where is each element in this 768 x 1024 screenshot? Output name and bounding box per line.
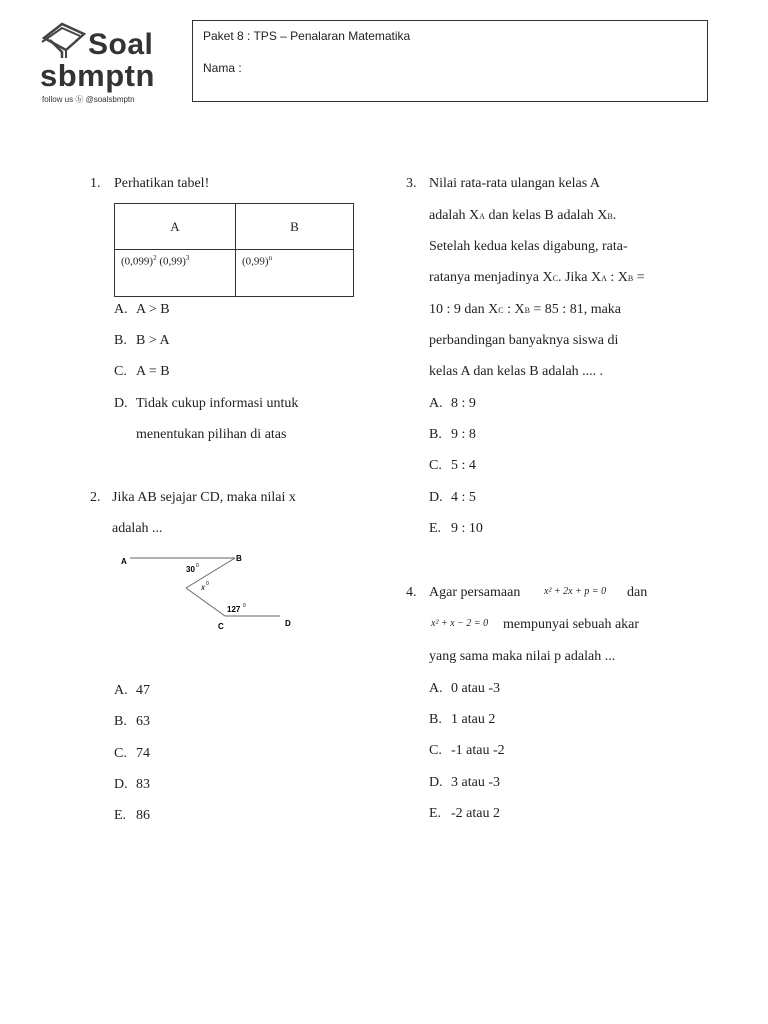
- q4-line1a: Agar persamaan: [429, 585, 521, 600]
- q3-option-b-letter: B.: [429, 427, 442, 442]
- q1-table: [114, 203, 354, 297]
- q1-option-b-letter: B.: [114, 333, 127, 348]
- angle-30: 30: [186, 565, 195, 574]
- book-logo-icon: [40, 22, 86, 60]
- angle-127: 127: [227, 605, 241, 614]
- q1-option-b: B > A: [136, 333, 170, 348]
- q4-option-d-letter: D.: [429, 775, 443, 790]
- q1-number: 1.: [90, 176, 101, 191]
- logo: [40, 20, 165, 110]
- q3-option-a: 8 : 9: [451, 396, 476, 411]
- q2-option-e: 86: [136, 808, 150, 823]
- q3-option-c: 5 : 4: [451, 458, 476, 473]
- q4-line3: yang sama maka nilai p adalah ...: [429, 649, 616, 664]
- q4-option-e-letter: E.: [429, 806, 442, 821]
- label-c: C: [218, 622, 224, 631]
- q2-option-c: 74: [136, 746, 150, 761]
- angle-x-deg: 0: [206, 581, 209, 587]
- q1-option-d: Tidak cukup informasi untuk: [136, 396, 299, 411]
- q4-line1b: dan: [627, 585, 648, 600]
- q4-option-a: 0 atau -3: [451, 681, 500, 696]
- q3-option-d-letter: D.: [429, 490, 443, 505]
- q1-prompt: Perhatikan tabel!: [114, 176, 210, 191]
- q3-line5: 10 : 9 dan XC : XB = 85 : 81, maka: [429, 302, 622, 317]
- q3-line1: Nilai rata-rata ulangan kelas A: [429, 176, 601, 191]
- q1-option-c-letter: C.: [114, 364, 127, 379]
- q3-option-e: 9 : 10: [451, 521, 483, 536]
- q4-option-e: -2 atau 2: [451, 806, 500, 821]
- q4-option-b: 1 atau 2: [451, 712, 496, 727]
- q1-option-a-letter: A.: [114, 302, 128, 317]
- q2-figure: [110, 548, 310, 632]
- q2-option-c-letter: C.: [114, 746, 127, 761]
- q2-option-a: 47: [136, 683, 150, 698]
- angle-127-deg: 0: [243, 603, 246, 609]
- q4-number: 4.: [406, 585, 417, 600]
- label-a: A: [121, 557, 127, 566]
- q1-option-a: A > B: [136, 302, 170, 317]
- table-header-b: B: [236, 204, 354, 250]
- q4-option-a-letter: A.: [429, 681, 443, 696]
- name-label: Nama :: [203, 61, 242, 75]
- table-header-a: A: [115, 204, 236, 250]
- q1-option-c: A = B: [136, 364, 170, 379]
- q3-option-c-letter: C.: [429, 458, 442, 473]
- q2-option-a-letter: A.: [114, 683, 128, 698]
- q3-line3: Setelah kedua kelas digabung, rata-: [429, 239, 628, 254]
- logo-sbmptn: sbmptn: [40, 58, 155, 93]
- q2-option-b: 63: [136, 714, 150, 729]
- q3-line4: ratanya menjadinya XC. Jika XA : XB =: [429, 270, 645, 285]
- table-cell-b: $(0,99)^n$: [236, 250, 354, 297]
- q3-line7: kelas A dan kelas B adalah .... .: [429, 364, 604, 379]
- q2-option-e-letter: E.: [114, 808, 127, 823]
- q1-option-d-line2: menentukan pilihan di atas: [136, 427, 287, 442]
- q2-number: 2.: [90, 490, 101, 505]
- angle-x: x: [201, 583, 205, 592]
- logo-follow: follow us ⓑ @soalsbmptn: [42, 95, 135, 104]
- q4-eq1: x² + 2x + p = 0: [544, 586, 607, 597]
- label-d: D: [285, 619, 291, 628]
- q3-option-a-letter: A.: [429, 396, 443, 411]
- q4-line2b: mempunyai sebuah akar: [503, 617, 640, 632]
- q2-option-d-letter: D.: [114, 777, 128, 792]
- q2-option-d: 83: [136, 777, 150, 792]
- q4-option-b-letter: B.: [429, 712, 442, 727]
- q2-line1: Jika AB sejajar CD, maka nilai x: [112, 490, 296, 505]
- q4-option-c-letter: C.: [429, 743, 442, 758]
- q4-option-d: 3 atau -3: [451, 775, 500, 790]
- q3-line6: perbandingan banyaknya siswa di: [429, 333, 619, 348]
- line-xc: [186, 588, 225, 616]
- logo-soal: Soal: [88, 28, 154, 61]
- q3-option-d: 4 : 5: [451, 490, 476, 505]
- label-b: B: [236, 554, 242, 563]
- q3-line2: adalah XA dan kelas B adalah XB.: [429, 208, 617, 223]
- q4-eq2: x² + x − 2 = 0: [431, 618, 489, 629]
- q3-option-e-letter: E.: [429, 521, 442, 536]
- q3-number: 3.: [406, 176, 417, 191]
- header-box: [192, 20, 708, 102]
- q2-line2: adalah ...: [112, 521, 163, 536]
- q3-option-b: 9 : 8: [451, 427, 476, 442]
- q1-option-d-letter: D.: [114, 396, 128, 411]
- table-cell-a: $(0,099)^2$ $(0,99)^3$: [115, 250, 236, 297]
- angle-30-deg: 0: [196, 563, 199, 569]
- q4-option-c: -1 atau -2: [451, 743, 505, 758]
- paper-title: Paket 8 : TPS – Penalaran Matematika: [203, 29, 411, 43]
- q2-option-b-letter: B.: [114, 714, 127, 729]
